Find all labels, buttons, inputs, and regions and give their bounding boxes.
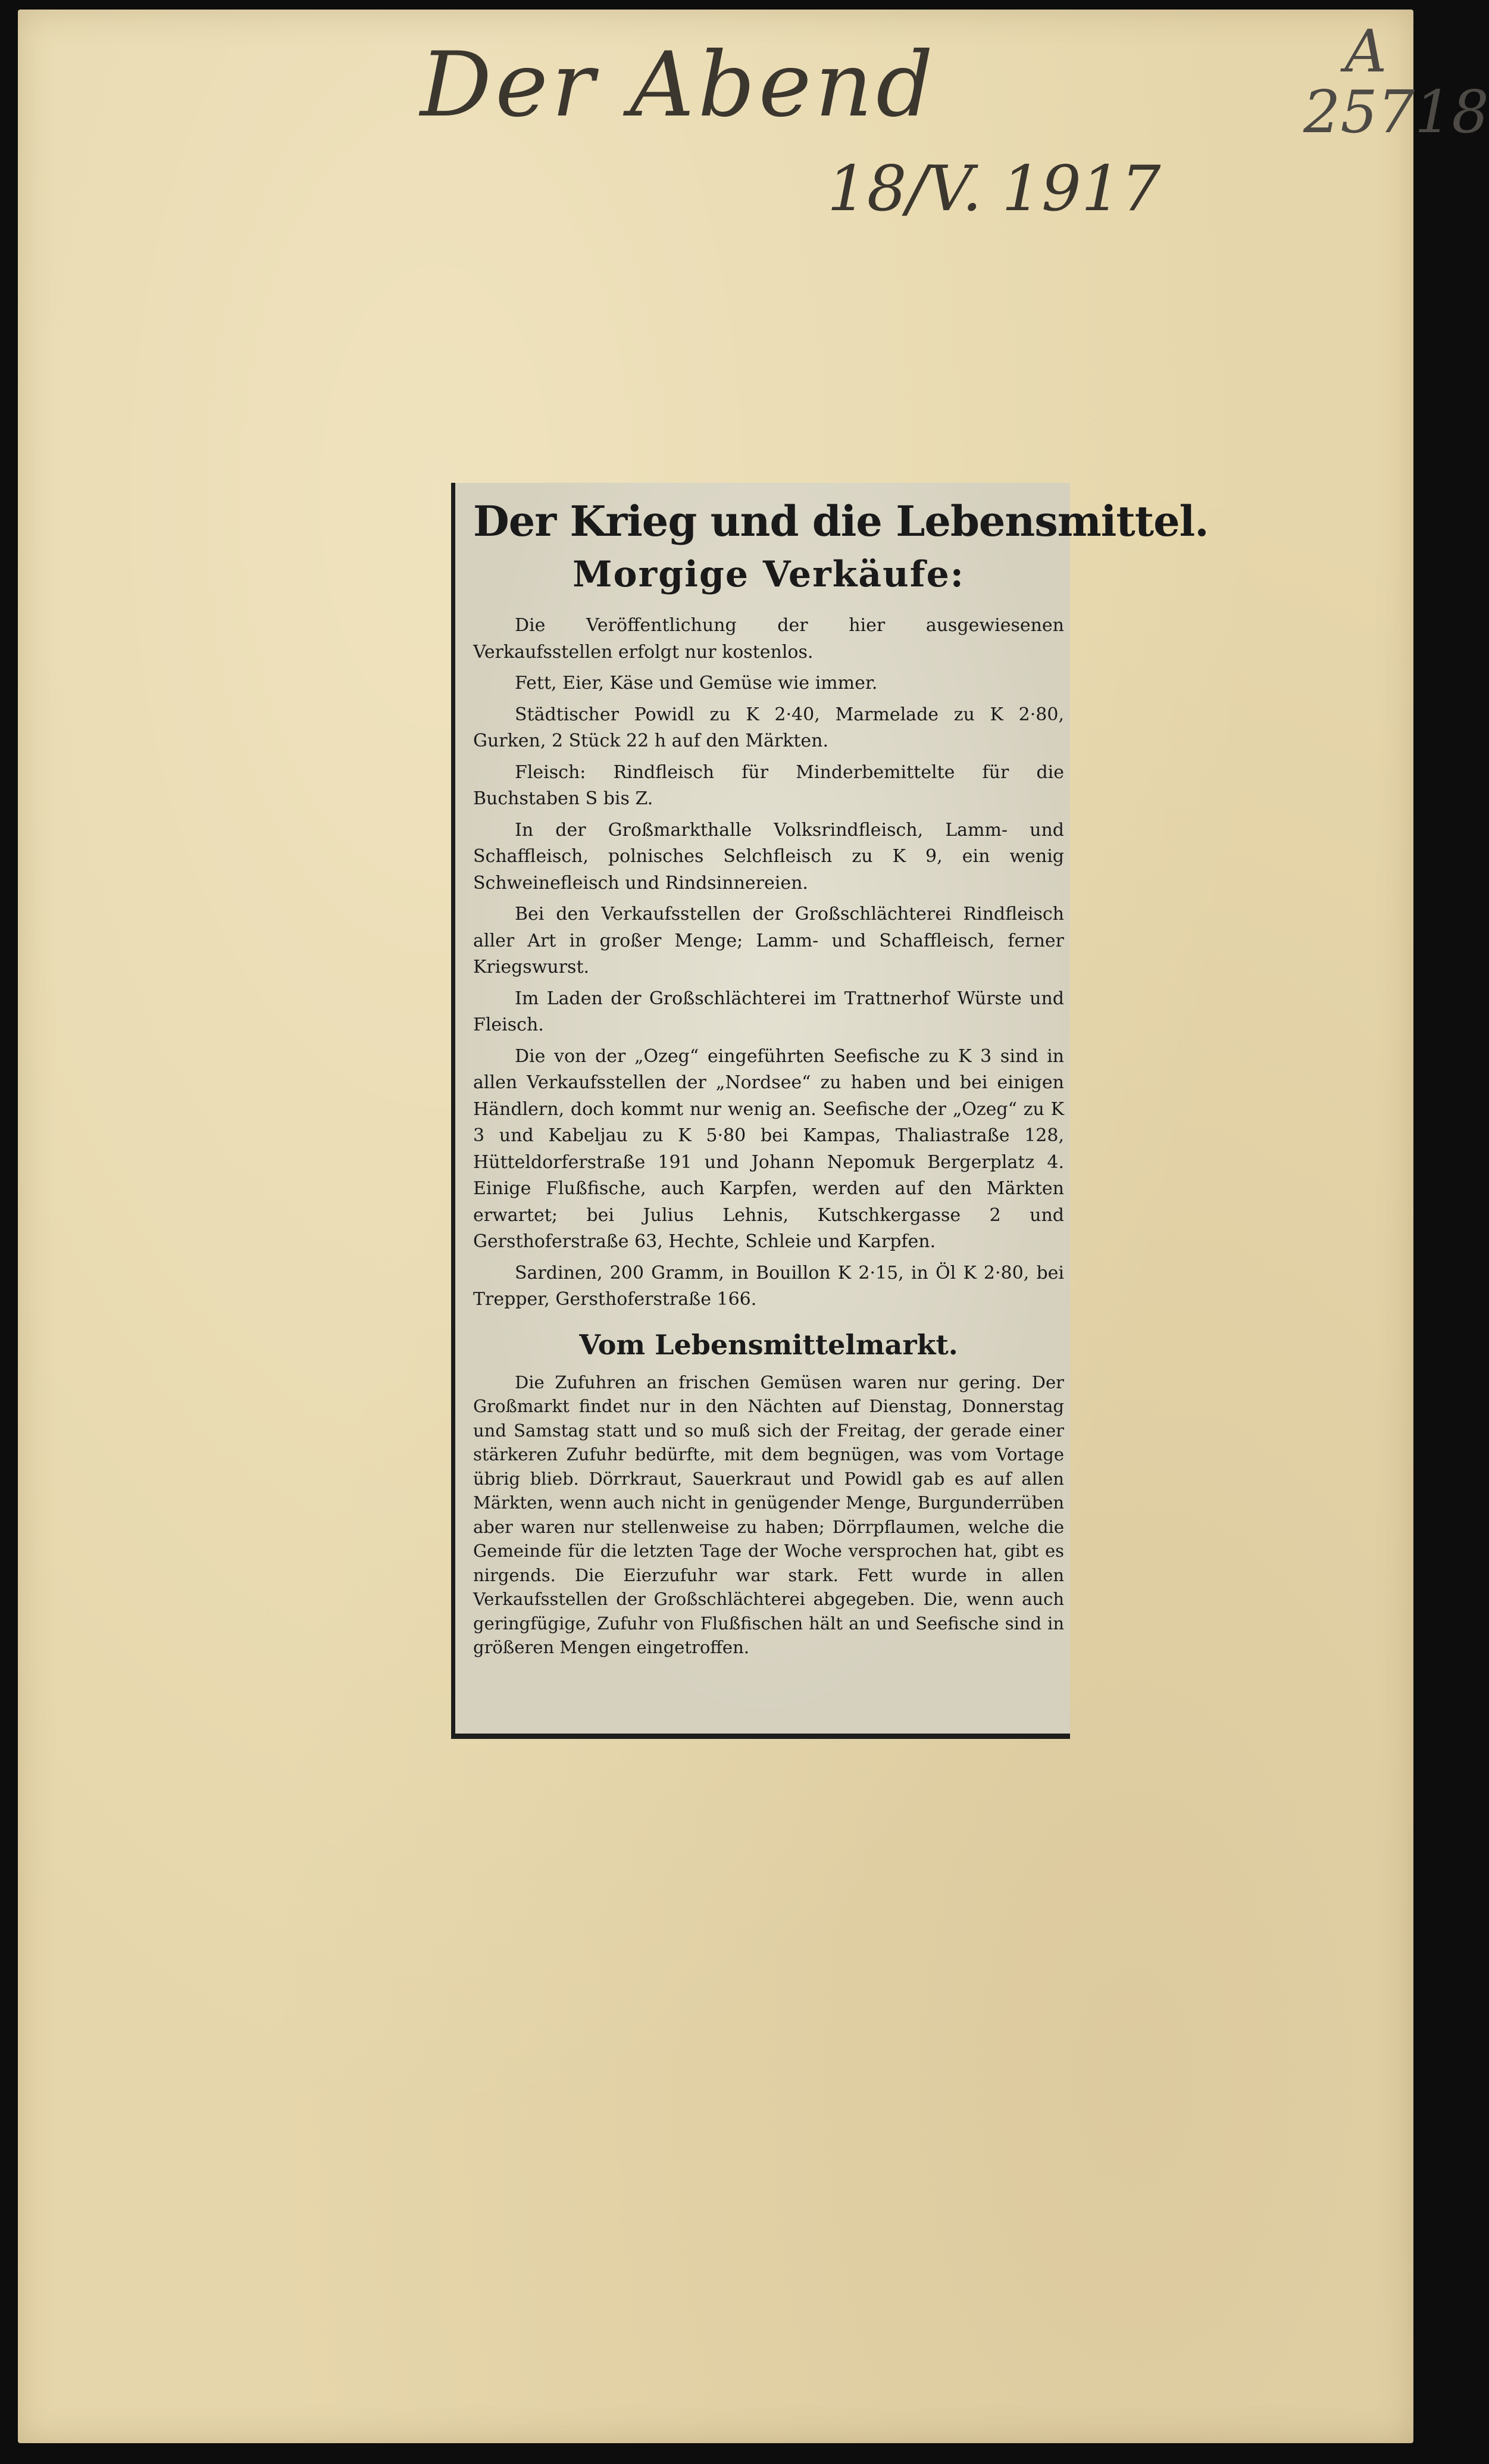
paragraph-sardinen: Sardinen, 200 Gramm, in Bouillon K 2·15, in Öl K 2·80, bei Trepper, Gersthoferstraße 166. [473,1262,1064,1310]
clipping-subheadline: Morgige Verkäufe: [573,554,965,595]
paragraph-verkaufsstellen: Bei den Verkaufsstellen der Großschlächterei Rindfleisch aller Art in großer Menge; Lamm- und Schaffleisch, ferner Kriegswurst. [473,904,1064,978]
newspaper-clipping [451,483,1209,1739]
paragraph-notice: Die Veröffentlichung der hier ausgewiesenen Verkaufsstellen erfolgt nur kostenlos. [473,615,1064,663]
section-text: Die Zufuhren an frischen Gemüsen waren nur gering. Der Großmarkt findet nur in den Nächten auf Dienstag, Donnerstag und Samstag statt und so muß sich der Freitag, der gerade einer stärkeren Zufuhr bedürfte, mit dem begnügen, was vom Vortage übrig blieb. Dörrkraut, Sauerkraut und Powidl gab es auf allen Märkten, wenn auch nicht in genügender Menge, Burgunderrüben aber waren nur stellenweise zu haben; Dörrpflaumen, welche die Gemeinde für die letzten Tage der Woche versprochen hat, gibt es nirgends. Die Eierzufuhr war stark. Fett wurde in allen Verkaufsstellen der Großschlächterei abgegeben. Die, wenn auch geringfügige, Zufuhr von Flußfischen hält an und Seefische sind in größeren Mengen eingetroffen. [473,1372,1064,1657]
archive-mark: A 25718 [1303,18,1489,146]
paragraph-trattnerhof: Im Laden der Großschlächterei im Trattnerhof Würste und Fleisch. [473,988,1064,1035]
handwritten-source-title: Der Abend [420,33,937,137]
section-heading: Vom Lebensmittelmarkt. [579,1328,958,1361]
clipping-headline: Der Krieg und die Lebensmittel. [473,496,1209,546]
handwritten-date: 18/V. 1917 [827,152,1161,225]
paragraph-grossmarkthalle: In der Großmarkthalle Volksrindfleisch, Lamm- und Schaffleisch, polnisches Selchfleisch zu K 9, ein wenig Schweinefleisch und Rindsinnereien. [473,819,1064,894]
paragraph-fett: Fett, Eier, Käse und Gemüse wie immer. [515,673,878,694]
paragraph-seefische: Die von der „Ozeg“ eingeführten Seefische zu K 3 sind in allen Verkaufsstellen der „Nordsee“ zu haben und bei einigen Händlern, doch kommt nur wenig an. Seefische der „Ozeg“ zu K 3 und Kabeljau zu K 5·80 bei Kampas, Thaliastraße 128, Hütteldorferstraße 191 und Johann Nepomuk Bergerplatz 4. Einige Flußfische, auch Karpfen, werden auf den Märkten erwartet; bei Julius Lehnis, Kutschkergasse 2 und Gersthoferstraße 63, Hechte, Schleie und Karpfen. [473,1045,1064,1252]
paragraph-powidl: Städtischer Powidl zu K 2·40, Marmelade zu K 2·80, Gurken, 2 Stück 22 h auf den Märkten. [473,704,1064,751]
paragraph-fleisch: Fleisch: Rindfleisch für Minderbemittelte für die Buchstaben S bis Z. [473,761,1064,809]
archive-sheet [18,10,1489,2443]
